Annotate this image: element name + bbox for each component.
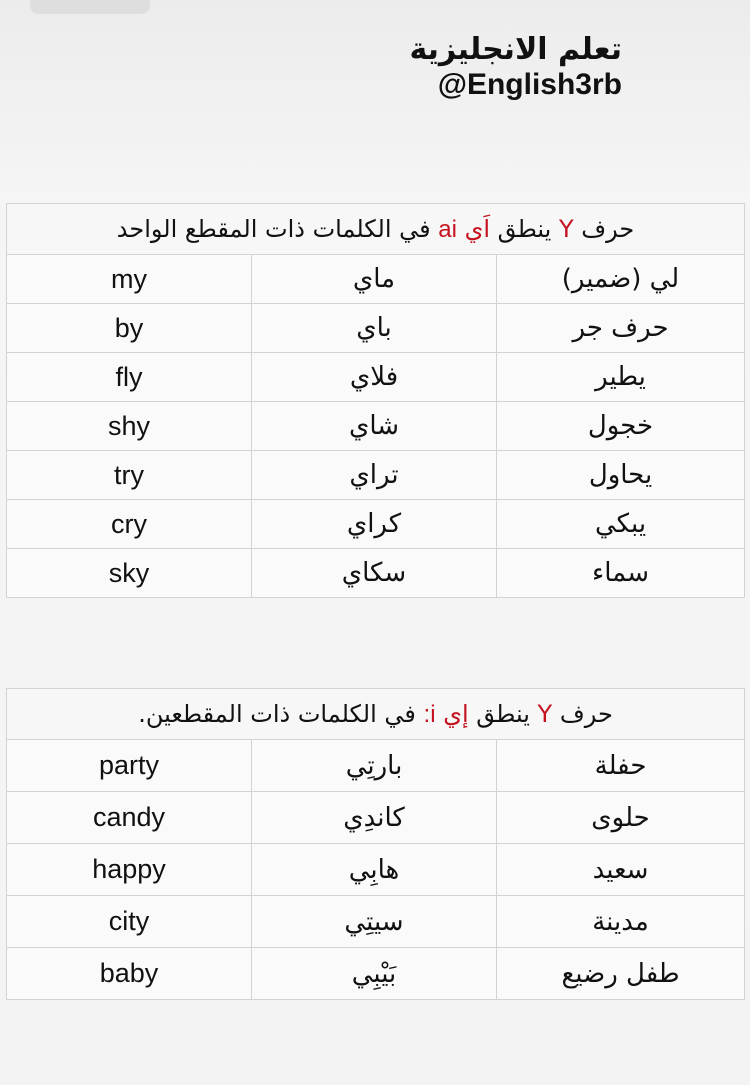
english-word: candy bbox=[7, 792, 252, 844]
arabic-pronunciation: سكاي bbox=[252, 549, 497, 598]
table-row bbox=[7, 304, 745, 353]
arabic-meaning: لي (ضمير) bbox=[497, 255, 745, 304]
arabic-pronunciation: تراي bbox=[252, 451, 497, 500]
arabic-pronunciation: باي bbox=[252, 304, 497, 353]
table-title-row bbox=[7, 689, 745, 740]
arabic-meaning: يبكي bbox=[497, 500, 745, 549]
english-word: baby bbox=[7, 948, 252, 1000]
sound-arabic: اَي bbox=[464, 214, 491, 243]
arabic-pronunciation: كاندِي bbox=[252, 792, 497, 844]
arabic-meaning: سماء bbox=[497, 549, 745, 598]
english-word: fly bbox=[7, 353, 252, 402]
table-row bbox=[7, 896, 745, 948]
arabic-meaning: حرف جر bbox=[497, 304, 745, 353]
sound-arabic: إي bbox=[443, 699, 469, 728]
vocab-table-two-syllable bbox=[6, 688, 745, 1000]
arabic-pronunciation: شاي bbox=[252, 402, 497, 451]
letter-y: Y bbox=[537, 699, 553, 728]
arabic-meaning: طفل رضيع bbox=[497, 948, 745, 1000]
english-word: sky bbox=[7, 549, 252, 598]
arabic-meaning: يطير bbox=[497, 353, 745, 402]
table-title: حرف Y ينطق اَي ai في الكلمات ذات المقطع الواحد bbox=[7, 204, 745, 255]
header-handle: @English3rb bbox=[437, 68, 622, 101]
english-word: cry bbox=[7, 500, 252, 549]
table-title: حرف Y ينطق إي i: في الكلمات ذات المقطعين. bbox=[7, 689, 745, 740]
arabic-meaning: يحاول bbox=[497, 451, 745, 500]
sound-english: i: bbox=[423, 700, 436, 728]
arabic-meaning: حفلة bbox=[497, 740, 745, 792]
top-edge-shadow bbox=[30, 0, 150, 14]
table-row bbox=[7, 844, 745, 896]
table-row bbox=[7, 500, 745, 549]
table-row bbox=[7, 740, 745, 792]
header bbox=[409, 32, 622, 102]
english-word: my bbox=[7, 255, 252, 304]
table-row bbox=[7, 451, 745, 500]
arabic-pronunciation: بارتِي bbox=[252, 740, 497, 792]
table-row bbox=[7, 402, 745, 451]
english-word: city bbox=[7, 896, 252, 948]
arabic-meaning: حلوى bbox=[497, 792, 745, 844]
arabic-meaning: مدينة bbox=[497, 896, 745, 948]
arabic-meaning: خجول bbox=[497, 402, 745, 451]
arabic-pronunciation: كراي bbox=[252, 500, 497, 549]
sound-english: ai bbox=[438, 215, 457, 243]
arabic-pronunciation: سيتِي bbox=[252, 896, 497, 948]
table-row bbox=[7, 549, 745, 598]
letter-y: Y bbox=[558, 214, 574, 243]
arabic-pronunciation: ماي bbox=[252, 255, 497, 304]
table-row bbox=[7, 948, 745, 1000]
table-row bbox=[7, 792, 745, 844]
arabic-pronunciation: بَيْبِي bbox=[252, 948, 497, 1000]
table-row bbox=[7, 353, 745, 402]
english-word: by bbox=[7, 304, 252, 353]
english-word: shy bbox=[7, 402, 252, 451]
header-title: تعلم الانجليزية bbox=[409, 32, 622, 67]
english-word: party bbox=[7, 740, 252, 792]
arabic-pronunciation: هابِي bbox=[252, 844, 497, 896]
arabic-meaning: سعيد bbox=[497, 844, 745, 896]
vocab-table-one-syllable bbox=[6, 203, 745, 598]
table-row bbox=[7, 255, 745, 304]
english-word: happy bbox=[7, 844, 252, 896]
english-word: try bbox=[7, 451, 252, 500]
table-title-row bbox=[7, 204, 745, 255]
arabic-pronunciation: فلاي bbox=[252, 353, 497, 402]
